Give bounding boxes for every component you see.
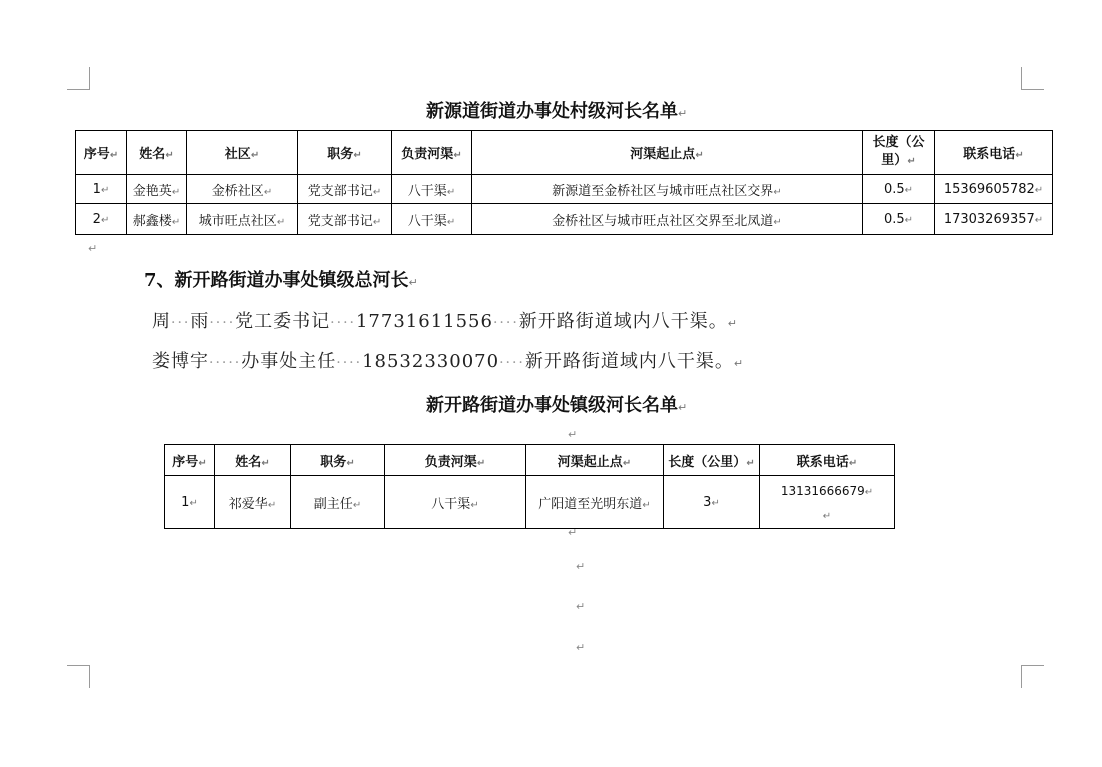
river-chief-table-2 xyxy=(164,444,895,529)
header-cell: 负责河渠↵ xyxy=(392,131,472,175)
table-cell: 0.5↵ xyxy=(863,175,935,204)
table-header-row xyxy=(165,445,895,476)
table-row xyxy=(76,175,1053,204)
header-cell: 社区↵ xyxy=(187,131,298,175)
paragraph-mark: ↵ xyxy=(576,641,586,654)
header-cell: 姓名↵ xyxy=(215,445,291,476)
header-cell: 序号↵ xyxy=(76,131,127,175)
table-cell: 八干渠↵ xyxy=(385,476,526,529)
table-cell: 1↵ xyxy=(165,476,215,529)
table-cell: 17303269357↵ xyxy=(935,204,1053,235)
header-cell: 姓名↵ xyxy=(127,131,187,175)
table-cell: 15369605782↵ xyxy=(935,175,1053,204)
table-cell: 郝鑫楼↵ xyxy=(127,204,187,235)
river-chief-line: 娄博宇·····办事处主任····18532330070····新开路街道域内八干渠。↵ xyxy=(152,351,745,372)
header-cell: 河渠起止点↵ xyxy=(472,131,863,175)
header-cell: 联系电话↵ xyxy=(760,445,895,476)
table-cell: 1↵ xyxy=(76,175,127,204)
table-cell: 0.5↵ xyxy=(863,204,935,235)
table-cell: 祁爱华↵ xyxy=(215,476,291,529)
table-cell: 金桥社区↵ xyxy=(187,175,298,204)
margin-corner-top-left xyxy=(67,67,90,90)
table1-title: 新源道街道办事处村级河长名单↵ xyxy=(426,101,688,122)
table2-title: 新开路街道办事处镇级河长名单↵ xyxy=(426,395,688,416)
margin-corner-bottom-left xyxy=(67,665,90,688)
section-heading: 7、新开路街道办事处镇级总河长↵ xyxy=(144,270,418,291)
header-cell: 职务↵ xyxy=(298,131,392,175)
table-cell: 党支部书记↵ xyxy=(298,175,392,204)
table-cell: 金艳英↵ xyxy=(127,175,187,204)
margin-corner-bottom-right xyxy=(1021,665,1044,688)
paragraph-mark: ↵ xyxy=(568,526,578,539)
header-cell: 长度（公里）↵ xyxy=(863,131,935,175)
table-cell: 13131666679↵ ↵ xyxy=(760,476,895,529)
table-cell: 八干渠↵ xyxy=(392,204,472,235)
table-row xyxy=(76,204,1053,235)
header-cell: 负责河渠↵ xyxy=(385,445,526,476)
header-cell: 长度（公里）↵ xyxy=(664,445,760,476)
table-cell: 新源道至金桥社区与城市旺点社区交界↵ xyxy=(472,175,863,204)
table-header-row xyxy=(76,131,1053,175)
table-cell: 3↵ xyxy=(664,476,760,529)
margin-corner-top-right xyxy=(1021,67,1044,90)
table-cell: 党支部书记↵ xyxy=(298,204,392,235)
table-cell: 八干渠↵ xyxy=(392,175,472,204)
paragraph-mark: ↵ xyxy=(88,242,98,255)
table-cell: 副主任↵ xyxy=(291,476,385,529)
table-cell: 金桥社区与城市旺点社区交界至北凤道↵ xyxy=(472,204,863,235)
river-chief-line: 周···雨····党工委书记····17731611556····新开路街道域内八干渠。↵ xyxy=(152,311,738,332)
table-row xyxy=(165,476,895,529)
paragraph-mark: ↵ xyxy=(568,428,578,441)
header-cell: 联系电话↵ xyxy=(935,131,1053,175)
header-cell: 序号↵ xyxy=(165,445,215,476)
header-cell: 职务↵ xyxy=(291,445,385,476)
river-chief-table-1 xyxy=(75,130,1053,235)
paragraph-mark: ↵ xyxy=(576,600,586,613)
table-cell: 城市旺点社区↵ xyxy=(187,204,298,235)
header-cell: 河渠起止点↵ xyxy=(526,445,664,476)
table-cell: 2↵ xyxy=(76,204,127,235)
table-cell: 广阳道至光明东道↵ xyxy=(526,476,664,529)
paragraph-mark: ↵ xyxy=(576,560,586,573)
